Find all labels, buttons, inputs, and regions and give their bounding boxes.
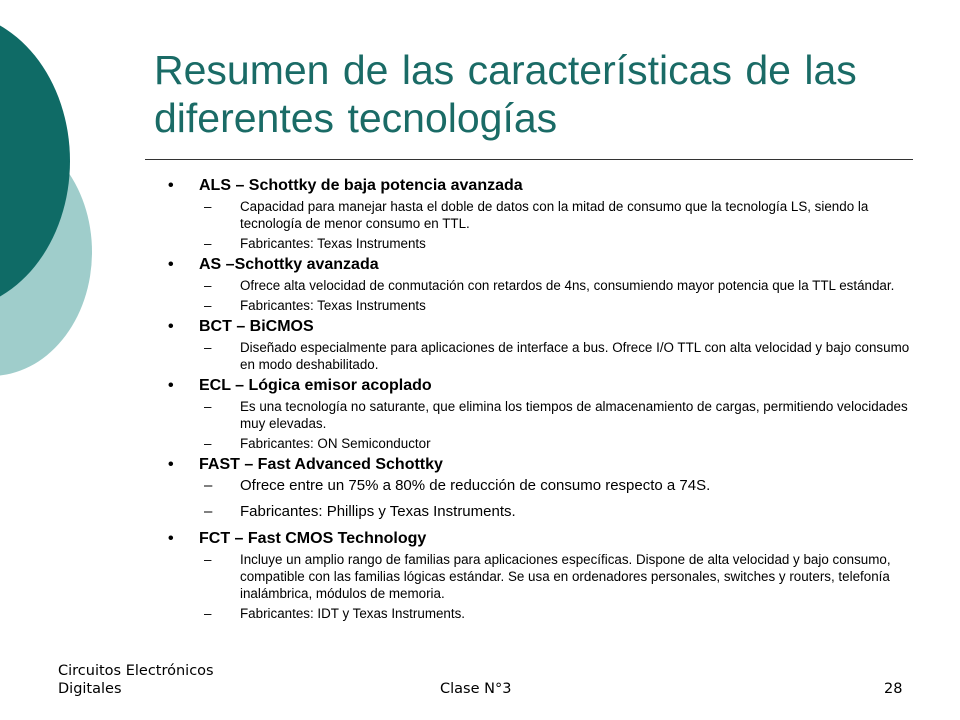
bullet-icon: • [168,318,174,335]
dash-icon: – [204,298,212,313]
bullet-icon: • [168,256,174,273]
dash-icon: – [204,278,212,293]
dash-icon: – [204,199,212,214]
item-heading [168,255,918,274]
bullet-list [168,176,918,625]
list-item-ecl [168,376,918,452]
sub-item [168,339,918,373]
footer-page-number: 28 [884,681,903,697]
sub-item-text: Capacidad para manejar hasta el doble de datos con la mitad de consumo que la tecnología LS, siendo la tecnología de menor consumo en TTL. [240,199,869,231]
heading-text: ALS – Schottky de baja potencia avanzada [199,177,523,194]
list-item-als [168,176,918,252]
sub-item [168,605,918,622]
sub-item [168,198,918,232]
sub-item-text: Fabricantes: Texas Instruments [240,236,426,251]
dash-icon: – [204,552,212,567]
sub-item [168,398,918,432]
sub-item [168,503,918,521]
sub-item-text: Ofrece alta velocidad de conmutación con retardos de 4ns, consumiendo mayor potencia que la TTL estándar. [240,278,895,293]
heading-text: ECL – Lógica emisor acoplado [199,377,432,394]
item-heading [168,376,918,395]
sub-item-text: Incluye un amplio rango de familias para aplicaciones específicas. Dispone de alta velocidad y bajo consumo, compatible con las familias lógicas estándar. Se usa en ordenadores personales, switches y routers, telefonía inalámbrica, módulos de memoria. [240,552,891,601]
sub-item [168,297,918,314]
sub-item [168,435,918,452]
sub-item [168,477,918,495]
list-item-fct [168,529,918,622]
dash-icon: – [204,477,213,494]
sub-item-text: Diseñado especialmente para aplicaciones de interface a bus. Ofrece I/O TTL con alta velocidad y bajo consumo en modo deshabilitado. [240,340,910,372]
sub-item-text: Fabricantes: ON Semiconductor [240,436,431,451]
item-heading [168,317,918,336]
sub-item-text: Es una tecnología no saturante, que elimina los tiempos de almacenamiento de cargas, permitiendo velocidades muy elevadas. [240,399,908,431]
sub-item-text: Fabricantes: IDT y Texas Instruments. [240,606,465,621]
sub-item [168,551,918,602]
title-divider [145,159,913,160]
bullet-icon: • [168,530,174,547]
sub-item [168,235,918,252]
heading-text: FAST – Fast Advanced Schottky [199,456,443,473]
item-heading [168,176,918,195]
dash-icon: – [204,503,213,520]
dash-icon: – [204,606,212,621]
sub-item-text: Ofrece entre un 75% a 80% de reducción de consumo respecto a 74S. [240,477,711,494]
sub-item [168,277,918,294]
sub-item-text: Fabricantes: Texas Instruments [240,298,426,313]
dash-icon: – [204,340,212,355]
dash-icon: – [204,436,212,451]
bullet-icon: • [168,456,174,473]
bullet-icon: • [168,177,174,194]
footer-lesson: Clase N°3 [440,681,512,697]
item-heading [168,529,918,548]
footer-course-name: Circuitos Electrónicos Digitales [58,663,214,697]
item-heading [168,455,918,474]
heading-text: BCT – BiCMOS [199,318,314,335]
list-item-as [168,255,918,314]
dash-icon: – [204,236,212,251]
dash-icon: – [204,399,212,414]
heading-text: FCT – Fast CMOS Technology [199,530,427,547]
bullet-icon: • [168,377,174,394]
list-item-fast [168,455,918,521]
heading-text: AS –Schottky avanzada [199,256,379,273]
sub-item-text: Fabricantes: Phillips y Texas Instruments. [240,503,516,520]
list-item-bct [168,317,918,373]
slide-title: Resumen de las características de las diferentes tecnologías [154,47,857,141]
